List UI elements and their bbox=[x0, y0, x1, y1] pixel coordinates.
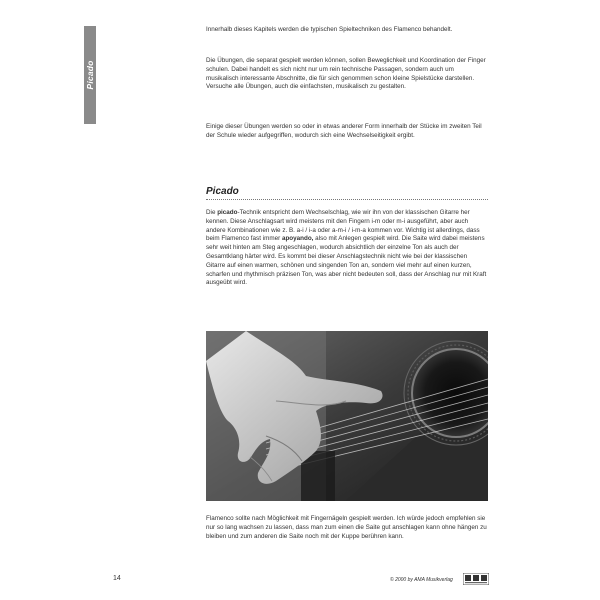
chapter-side-tab-label: Picado bbox=[85, 60, 95, 90]
page-number: 14 bbox=[113, 575, 121, 582]
picado-text-a: Die bbox=[206, 209, 218, 216]
picado-text-c: also mit Anlegen gespielt wird. Die Saite wird dabei meistens sehr weit hinten am Steg angeschlagen, wodurch absichtlich der einzelne Ton als auch der Gesamtklang härter wird. Es kommt bei dieser Anschlagstechnik nicht wie bei der klassischen Gitarre auf einen warmen, schönen und singenden Ton an, sondern viel mehr auf einen kurzen, scharfen und rhythmisch präzisen Ton, was aber nicht bedeuten soll, dass der Anschlag nur mit Kraft ausgeübt wird. bbox=[206, 235, 487, 287]
copyright-notice: © 2000 by AMA Musikverlag bbox=[390, 577, 453, 583]
picado-paragraph-2: Flamenco sollte nach Möglichkeit mit Fingernägeln gespielt werden. Ich würde jedoch empfehlen sie nur so lang wachsen zu lassen, dass man zum einen die Saite gut anschlagen kann ohne hängen zu bleiben und zum anderen die Saite noch mit der Kuppe berühren kann. bbox=[206, 515, 487, 540]
intro-paragraph-2: Die Übungen, die separat gespielt werden können, sollen Beweglichkeit und Koordination der Finger schulen. Dabei handelt es sich nicht nur um rein technische Passagen, sondern auch um musikalisch interessante Abschnitte, die für sich genommen schon kleine Spielstücke darstellen. Versuche alle Übungen, auch die einfachsten, musikalisch zu gestalten. bbox=[206, 57, 486, 91]
picado-paragraph-1 bbox=[206, 209, 488, 288]
guitar-hand-photo bbox=[206, 331, 488, 501]
picado-term: picado bbox=[217, 209, 238, 216]
section-heading-picado: Picado bbox=[206, 186, 239, 197]
picado-text-b: -Technik entspricht dem Wechselschlag, wie wir ihn von der klassischen Gitarre her kennen. Diese Anschlagsart wird meistens mit den Fingern i-m oder m-i ausgeführt, aber auch andere Kombinationen wie z. B. a-i / i-a oder a-m-i / i-m-a kommen vor. Wichtig ist allerdings, dass beim Flamenco fast immer bbox=[206, 209, 480, 243]
apoyando-term: apoyando, bbox=[281, 235, 314, 243]
intro-paragraph-3: Einige dieser Übungen werden so oder in etwas anderer Form innerhalb der Stücke im zweiten Teil der Schule wieder aufgegriffen, wodurch sich eine Wechselseitigkeit ergibt. bbox=[206, 123, 482, 139]
section-divider bbox=[206, 199, 488, 200]
chapter-side-tab bbox=[84, 26, 96, 124]
publisher-logo bbox=[463, 573, 489, 585]
intro-paragraph-1: Innerhalb dieses Kapitels werden die typischen Spieltechniken des Flamenco behandelt. bbox=[206, 26, 453, 33]
